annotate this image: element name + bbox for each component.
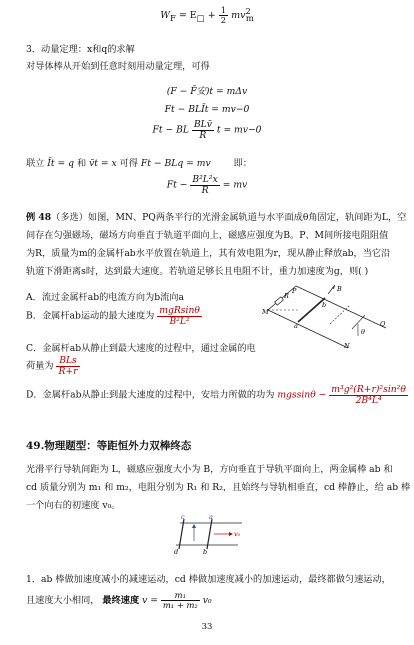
page-number: 33: [201, 622, 213, 632]
fig-label-r: R: [284, 292, 289, 300]
section3-heading: 3．动量定理：x和q的求解: [26, 44, 135, 55]
example48-line2: 间存在匀强磁场，磁场方向垂直于轨道平面向上，磁感应强度为B。P、M间所接电阻阻值: [26, 230, 389, 241]
fig-label-b-field: B: [337, 285, 342, 293]
incline-rail-figure: [262, 284, 392, 350]
final-equation: Ft − $\frac{\text{B²L²x}}{R}$ = mv: [166, 174, 248, 196]
example48-line4: 轨道下滑距离s时，达到最大速度。若轨道足够长且电阻不计，重力加速度为g，则( ): [26, 266, 369, 277]
fig2-label-c: c: [181, 513, 185, 521]
fig2-label-a: a: [209, 513, 213, 521]
equation-3: Ft − BL $\frac{\text{BLv̄}}{R}$ t = mv−0: [152, 119, 262, 141]
conclusion-line2: 且速度大小相同， 最终速度 v = $\frac{\text{m₁}}{\text{m₁ + m₂}}$ v₀: [26, 590, 212, 610]
fig2-label-v0: v₀: [234, 530, 241, 538]
option-c-line2: 荷量为 $\frac{\text{BLs}}{R+r}$: [26, 355, 78, 377]
fig-label-m: M: [262, 308, 269, 316]
option-a: A．流过金属杆ab的电流方向为b流向a: [26, 292, 184, 303]
fig2-label-b: b: [203, 548, 208, 555]
fig-label-q: Q: [380, 320, 386, 328]
fig-label-b: b: [322, 301, 327, 309]
equation-1: (F − F̄安)t = mΔv: [166, 86, 248, 97]
equation-2: Ft − BLĪt = mv−0: [164, 104, 250, 115]
section49-line1: 光滑平行导轨间距为 L，磁感应强度大小为 B，方向垂直于导轨平面向上，两金属棒 ab 和: [26, 464, 393, 475]
fig2-label-d: d: [174, 548, 179, 555]
conclusion-line1: 1．ab 棒做加速度减小的减速运动，cd 棒做加速度减小的加速运动，最终都做匀速运动，: [26, 574, 391, 585]
option-c-line1: C．金属杆ab从静止到最大速度的过程中，通过金属的电: [26, 343, 256, 354]
section49-line3: 一个向右的初速度 v₀。: [26, 500, 121, 511]
double-rod-figure: [168, 513, 250, 555]
fig-label-theta: θ: [361, 328, 365, 336]
combine-line: 联立 Īt = q 和 v̄t = x 可得 Ft − BLq = mv 即：: [26, 158, 252, 169]
section49-heading: 49.物理题型：等距恒外力双棒终态: [26, 440, 192, 452]
example48-line1: 例 48（多选）如图，MN、PQ两条平行的光滑金属轨道与水平面成θ角固定，轨间距为L，空: [26, 212, 407, 223]
fig-label-a: a: [294, 322, 298, 330]
option-d: D．金属杆ab从静止到最大速度的过程中，安培力所做的功为 mgssinθ − $\frac{\text{m³g²(R+r)²sin²θ}}{\text{2B⁴L⁴}}$: [26, 384, 406, 406]
example48-line3: 为R，质量为m的金属杆ab水平放置在轨道上，其有效电阻为r，现从静止释放ab，当它沿: [26, 248, 391, 259]
section49-line2: cd 质量分别为 m₁ 和 m₂，电阻分别为 R₁ 和 R₂，且始终与导轨相垂直，cd 棒静止，给 ab 棒: [26, 482, 411, 493]
section3-intro: 对导体棒从开始到任意时刻用动量定理，可得: [26, 61, 210, 72]
top-formula: $W_F = E_□$ + $\frac{1}{2}$ $mv^2_m$: [160, 5, 254, 26]
option-b: B．金属杆ab运动的最大速度为 $\frac{\text{mgRsinθ}}{\text{B²L²}}$: [26, 305, 200, 327]
fig-label-n: N: [344, 342, 350, 350]
fig-label-p: P: [292, 287, 297, 295]
